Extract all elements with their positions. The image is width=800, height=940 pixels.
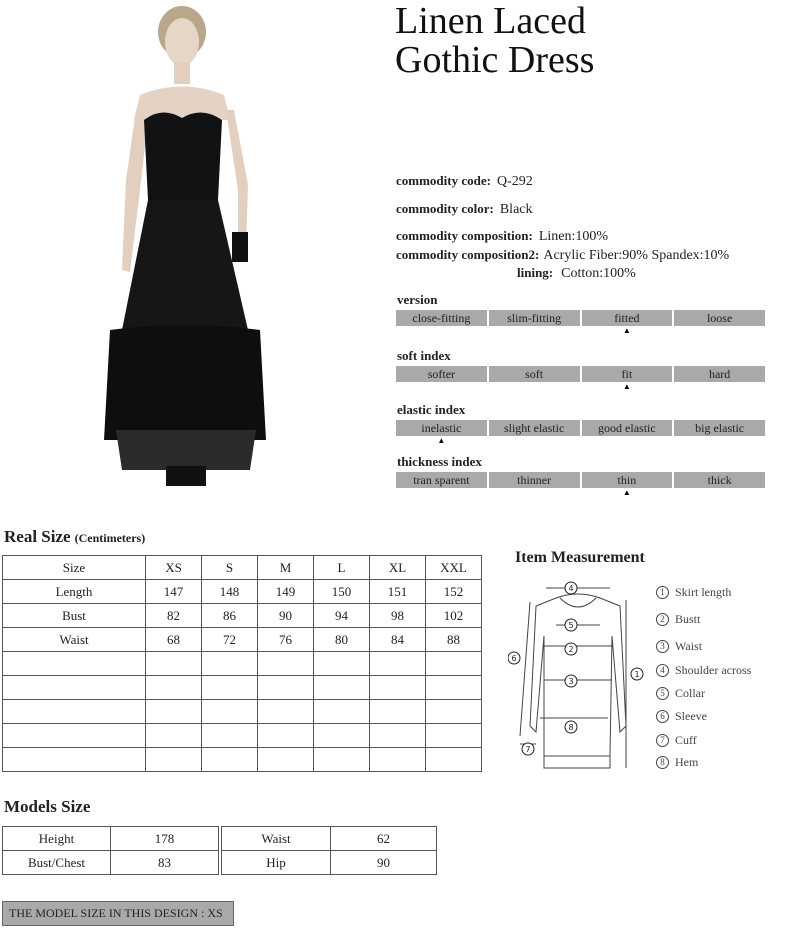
product-title-line1: Linen Laced [395,0,586,42]
real-size-heading: Real Size [4,527,71,546]
table-cell: 88 [426,628,482,652]
table-header-cell: XL [370,556,426,580]
legend-item: 7 Cuff [656,733,697,748]
spec-code-value: Q-292 [496,174,533,189]
table-cell: 86 [202,604,258,628]
table-cell: 62 [331,827,437,851]
thickness-index-option-selected: thin ▲ [582,472,673,488]
legend-item: 4 Shoulder across [656,663,751,678]
table-row-empty [3,748,482,772]
table-cell: 76 [258,628,314,652]
real-size-title [4,527,145,547]
legend-item: 6 Sleeve [656,709,707,724]
soft-index-bar [396,366,765,391]
table-row [3,604,482,628]
legend-item: 3 Waist [656,639,702,654]
models-table-right [221,826,437,875]
spec-code [396,173,533,190]
legend-item: 8 Hem [656,755,698,770]
version-option-selected: fitted ▲ [582,310,673,326]
spec-lining [517,265,636,282]
version-option: slim-fitting [489,310,580,326]
soft-index-option: soft [489,366,580,382]
thickness-index-option: thick [674,472,765,488]
table-header-cell: XS [146,556,202,580]
selected-marker-icon: ▲ [437,436,446,445]
dress-measurement-diagram [508,576,648,776]
spec-lining-value: Cotton:100% [561,266,636,281]
svg-text:8: 8 [568,723,574,732]
version-option: loose [674,310,765,326]
table-cell: 84 [370,628,426,652]
legend-item: 2 Bustt [656,612,700,627]
svg-text:6: 6 [511,654,517,663]
thickness-index-option: thinner [489,472,580,488]
table-cell: Height [3,827,111,851]
product-title [395,2,594,80]
thickness-index-option: tran sparent [396,472,487,488]
table-row-empty [3,652,482,676]
thickness-index-title: thickness index [397,454,482,469]
soft-index-option: softer [396,366,487,382]
spec-composition2-value: Acrylic Fiber:90% Spandex:10% [543,248,730,263]
table-cell: Length [3,580,146,604]
legend-item: 5 Collar [656,686,705,701]
table-cell: 94 [314,604,370,628]
table-row-empty [3,700,482,724]
svg-text:2: 2 [568,645,574,654]
table-cell: 151 [370,580,426,604]
soft-index-option: hard [674,366,765,382]
table-header-cell: Size [3,556,146,580]
size-table [2,555,482,772]
table-row [3,827,219,851]
item-measurement-title: Item Measurement [515,549,645,566]
svg-text:5: 5 [568,621,574,630]
table-row [3,580,482,604]
selected-marker-icon: ▲ [622,488,631,497]
table-row [222,851,437,875]
product-title-line2: Gothic Dress [395,39,595,81]
table-row [3,628,482,652]
table-cell: 72 [202,628,258,652]
table-row [3,851,219,875]
table-cell: 150 [314,580,370,604]
table-cell: 82 [146,604,202,628]
version-option: close-fitting [396,310,487,326]
table-header-cell: XXL [426,556,482,580]
table-cell: 147 [146,580,202,604]
elastic-index-option-selected: inelastic ▲ [396,420,487,436]
elastic-index-option: big elastic [674,420,765,436]
table-row [222,827,437,851]
soft-index-option-selected: fit ▲ [582,366,673,382]
spec-composition2 [396,247,729,264]
spec-composition2-key: commodity composition2: [396,247,540,262]
table-cell: 152 [426,580,482,604]
table-cell: Bust/Chest [3,851,111,875]
spec-composition [396,228,608,245]
real-size-unit: (Centimeters) [74,531,146,545]
svg-text:4: 4 [568,584,574,593]
table-cell: 68 [146,628,202,652]
version-title: version [397,292,438,307]
table-cell: 149 [258,580,314,604]
selected-marker-icon: ▲ [622,382,631,391]
table-header-cell: L [314,556,370,580]
table-header-cell: M [258,556,314,580]
table-cell: Bust [3,604,146,628]
spec-composition-value: Linen:100% [538,229,609,244]
table-cell: 98 [370,604,426,628]
soft-index-title: soft index [397,348,451,363]
spec-code-key: commodity code: [396,173,491,188]
model-photo [100,0,280,495]
elastic-index-title: elastic index [397,402,466,417]
table-cell: 148 [202,580,258,604]
models-size-title: Models Size [4,797,91,816]
svg-text:1: 1 [634,670,640,679]
table-header-row [3,556,482,580]
legend-item: 1 Skirt length [656,585,731,600]
table-cell: 102 [426,604,482,628]
table-cell: 80 [314,628,370,652]
table-header-cell: S [202,556,258,580]
spec-color-value: Black [499,202,533,217]
table-row-empty [3,676,482,700]
thickness-index-bar [396,472,765,497]
table-cell: 83 [111,851,219,875]
table-cell: 178 [111,827,219,851]
svg-text:7: 7 [525,745,531,754]
spec-color [396,201,533,218]
version-bar [396,310,765,335]
spec-composition-key: commodity composition: [396,228,533,243]
table-cell: Waist [3,628,146,652]
spec-color-key: commodity color: [396,201,494,216]
model-size-note: THE MODEL SIZE IN THIS DESIGN : XS [2,901,234,926]
models-table-left [2,826,219,875]
table-row-empty [3,724,482,748]
elastic-index-bar [396,420,765,445]
selected-marker-icon: ▲ [622,326,631,335]
table-cell: Hip [222,851,331,875]
table-cell: Waist [222,827,331,851]
table-cell: 90 [331,851,437,875]
elastic-index-option: slight elastic [489,420,580,436]
table-cell: 90 [258,604,314,628]
elastic-index-option: good elastic [582,420,673,436]
spec-lining-key: lining: [517,265,554,280]
svg-text:3: 3 [568,677,574,686]
